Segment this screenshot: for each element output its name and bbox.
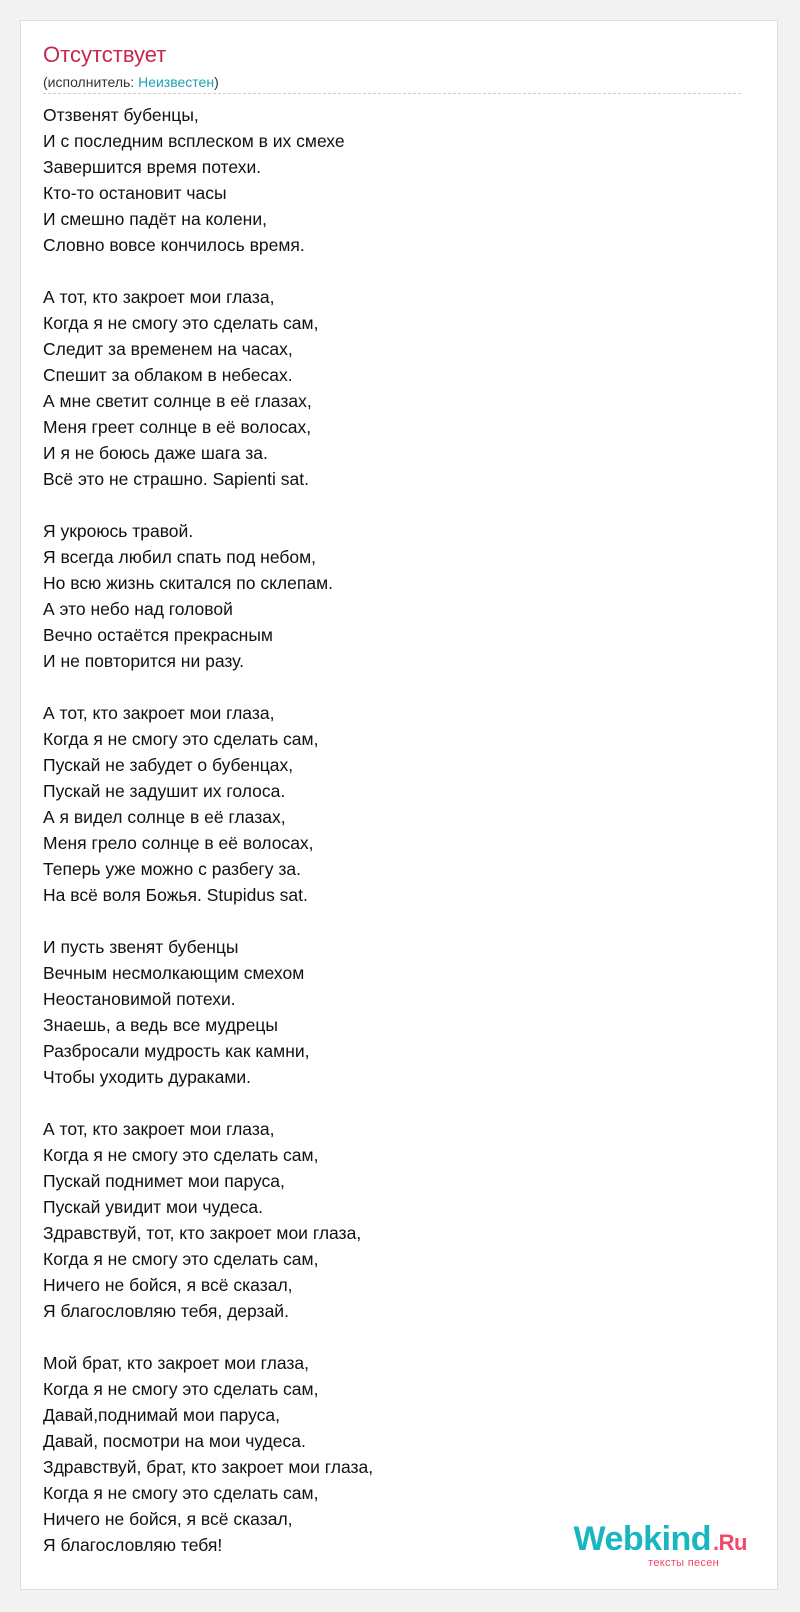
lyric-line: Ничего не бойся, я всё сказал, [43,1275,293,1295]
title-divider [43,93,741,94]
lyric-line: Пускай не забудет о бубенцах, [43,755,294,775]
lyric-line: Здравствуй, брат, кто закроет мои глаза, [43,1457,374,1477]
artist-line [43,73,219,91]
lyric-line: Пускай увидит мои чудеса. [43,1197,263,1217]
logo-brand: Webkind [573,1520,712,1558]
lyric-line: Ничего не бойся, я всё сказал, [43,1509,293,1529]
lyric-line: Когда я не смогу это сделать сам, [43,1145,319,1165]
lyric-line: Я укроюсь травой. [43,521,194,541]
lyric-line: Теперь уже можно с разбегу за. [43,859,302,879]
lyric-line: Когда я не смогу это сделать сам, [43,729,319,749]
lyric-line: Я благословляю тебя, дерзай. [43,1301,289,1321]
stanza-6 [43,1116,743,1324]
lyric-line: Неостановимой потехи. [43,989,236,1009]
lyric-line: Когда я не смогу это сделать сам, [43,1379,319,1399]
lyric-line: Знаешь, а ведь все мудрецы [43,1015,278,1035]
lyric-line: Отзвенят бубенцы, [43,105,199,125]
lyric-line: Спешит за облаком в небесах. [43,365,293,385]
lyric-line: Вечным несмолкающим смехом [43,963,305,983]
lyric-line: И смешно падёт на колени, [43,209,267,229]
lyric-line: И не повторится ни разу. [43,651,245,671]
lyric-line: Здравствуй, тот, кто закроет мои глаза, [43,1223,362,1243]
artist-link[interactable]: Неизвестен [138,74,215,90]
stanza-1 [43,102,743,258]
lyric-line: Меня греет солнце в её волосах, [43,417,312,437]
lyric-line: Я благословляю тебя! [43,1535,223,1555]
lyric-line: Всё это не страшно. Sapienti sat. [43,469,309,489]
lyric-line: На всё воля Божья. Stupidus sat. [43,885,308,905]
lyric-line: А тот, кто закроет мои глаза, [43,703,275,723]
lyric-line: Давай,поднимай мои паруса, [43,1405,280,1425]
lyric-line: А это небо над головой [43,599,233,619]
stanza-5 [43,934,743,1090]
logo-tld: .Ru [713,1530,747,1555]
lyric-line: Давай, посмотри на мои чудеса. [43,1431,306,1451]
stanza-3 [43,518,743,674]
lyrics-card [20,20,778,1590]
lyric-line: И с последним всплеском в их смехе [43,131,345,151]
lyric-line: Вечно остаётся прекрасным [43,625,273,645]
lyric-line: Когда я не смогу это сделать сам, [43,313,319,333]
lyric-line: А я видел солнце в её глазах, [43,807,286,827]
lyrics-body [43,102,743,1584]
lyric-line: Чтобы уходить дураками. [43,1067,251,1087]
lyric-line: Пускай поднимет мои паруса, [43,1171,285,1191]
lyric-line: А мне светит солнце в её глазах, [43,391,312,411]
stanza-2 [43,284,743,492]
lyric-line: Словно вовсе кончилось время. [43,235,305,255]
lyric-line: Кто-то остановит часы [43,183,227,203]
lyric-line: Но всю жизнь скитался по склепам. [43,573,333,593]
lyric-line: Меня грело солнце в её волосах, [43,833,314,853]
lyric-line: Разбросали мудрость как камни, [43,1041,310,1061]
lyric-line: И пусть звенят бубенцы [43,937,239,957]
artist-suffix: ) [214,74,219,90]
lyric-line: А тот, кто закроет мои глаза, [43,1119,275,1139]
logo-wordmark [574,1521,748,1561]
lyric-line: А тот, кто закроет мои глаза, [43,287,275,307]
lyric-line: Когда я не смогу это сделать сам, [43,1483,319,1503]
lyric-line: И я не боюсь даже шага за. [43,443,268,463]
lyric-line: Завершится время потехи. [43,157,262,177]
webkind-logo[interactable] [574,1521,748,1569]
lyric-line: Когда я не смогу это сделать сам, [43,1249,319,1269]
song-title: Отсутствует [43,42,167,67]
artist-prefix: (исполнитель: [43,74,139,90]
lyric-line: Я всегда любил спать под небом, [43,547,317,567]
logo-tagline: тексты песен [648,1557,719,1569]
lyric-line: Мой брат, кто закроет мои глаза, [43,1353,309,1373]
lyric-line: Следит за временем на часах, [43,339,293,359]
lyric-line: Пускай не задушит их голоса. [43,781,286,801]
stanza-4 [43,700,743,908]
